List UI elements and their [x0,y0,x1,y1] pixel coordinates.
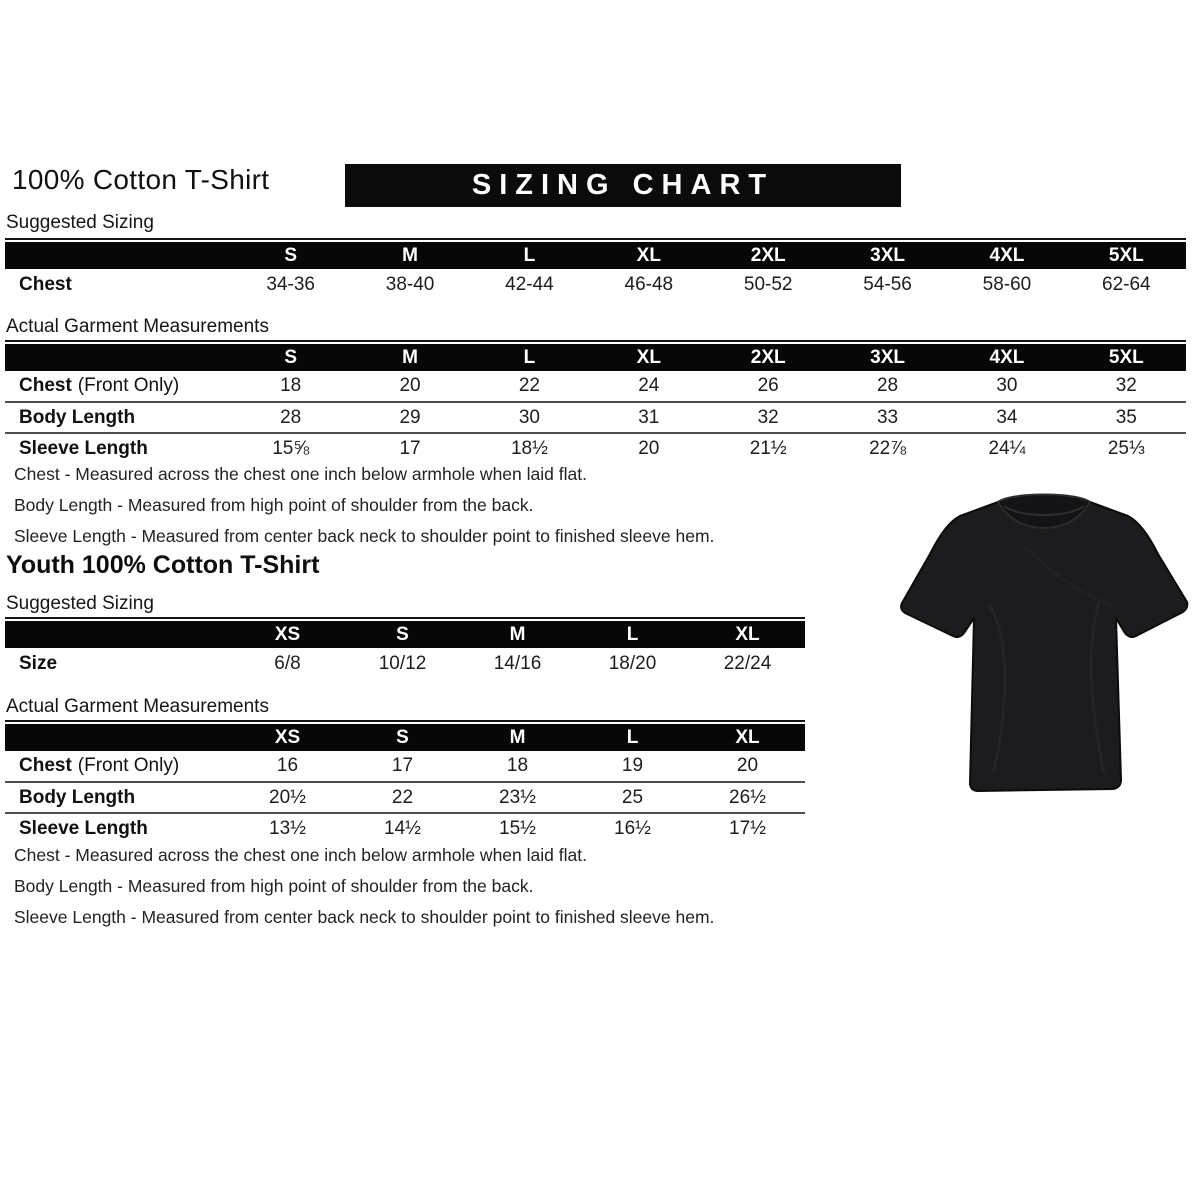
measurement-value: 24 [638,375,660,396]
size-table-corner-cell [5,242,231,269]
measurement-value: 17½ [690,813,805,844]
size-column-header: 5XL [1067,344,1186,371]
size-column-header: XL [589,242,708,269]
measurement-value: 20 [589,433,708,464]
measurement-value: 46-48 [624,273,674,295]
row-label [5,751,230,782]
measurement-value: 34 [947,402,1066,433]
size-column-header: S [345,621,460,648]
measurement-value: 17 [350,433,469,464]
measurement-value: 13½ [230,813,345,844]
measurement-value: 33 [828,402,947,433]
note-line: Chest - Measured across the chest one inch below armhole when laid flat. [14,464,587,484]
measurement-value: 42-44 [505,273,554,295]
adult-suggested-sizing-label: Suggested Sizing [6,212,154,233]
measurement-value: 14/16 [493,652,542,674]
size-column-header: L [470,242,589,269]
size-column-header: L [470,344,589,371]
note-line: Body Length - Measured from high point of shoulder from the back. [14,495,534,515]
table-row [5,648,805,679]
youth-suggested-sizing-label: Suggested Sizing [6,593,154,614]
black-tshirt-image [893,486,1195,806]
row-label: Sleeve Length [5,813,230,844]
size-column-header: XL [589,344,708,371]
table-row [5,402,1186,433]
measurement-value: 22 [345,782,460,813]
measurement-value: 34-36 [266,273,315,295]
size-column-header: S [231,344,350,371]
row-label: Size [19,652,58,674]
measurement-value: 22/24 [723,652,772,674]
note-line: Chest - Measured across the chest one inch below armhole when laid flat. [14,845,587,865]
table-header-row [5,344,1186,371]
youth-actual-measurements-label: Actual Garment Measurements [6,696,269,717]
measurement-value: 26½ [690,782,805,813]
size-column-header: L [575,621,690,648]
adult-measurement-notes [14,464,714,557]
measurement-value: 21½ [709,433,828,464]
adult-actual-measurements-label: Actual Garment Measurements [6,316,269,337]
measurement-value: 15½ [460,813,575,844]
measurement-value: 58-60 [982,273,1032,295]
measurement-value: 35 [1067,402,1186,433]
measurement-value: 19 [621,755,644,776]
measurement-value: 31 [589,402,708,433]
measurement-value: 16½ [575,813,690,844]
adult-actual-measurements-table [5,340,1186,464]
measurement-value: 62-64 [1102,273,1151,295]
youth-actual-measurements-table [5,720,805,844]
size-column-header: 2XL [709,344,828,371]
size-column-header: 3XL [828,242,947,269]
note-line: Sleeve Length - Measured from center back neck to shoulder point to finished sleeve hem. [14,526,715,546]
size-column-header: S [345,724,460,751]
measurement-value: 30 [996,375,1018,396]
size-column-header: M [350,344,469,371]
measurement-value: 14½ [345,813,460,844]
measurement-value: 20 [399,375,421,396]
row-label-main: Chest [19,375,72,396]
measurement-value: 16 [276,755,299,776]
table-row [5,433,1186,464]
size-column-header: M [460,724,575,751]
measurement-value: 54-56 [863,273,912,295]
size-column-header: XL [690,724,805,751]
youth-section-title: Youth 100% Cotton T-Shirt [6,551,320,579]
size-column-header: XS [230,724,345,751]
size-column-header: L [575,724,690,751]
measurement-value: 25 [575,782,690,813]
youth-suggested-sizing-table [5,617,805,679]
table-row [5,813,805,844]
size-column-header: XS [230,621,345,648]
tshirt-graphic [893,486,1195,806]
table-row [5,371,1186,402]
measurement-value: 20 [736,755,759,776]
sizing-chart-banner-label: SIZING CHART [471,169,775,201]
measurement-value: 24¼ [947,433,1066,464]
measurement-value: 29 [350,402,469,433]
measurement-value: 38-40 [385,273,435,295]
measurement-value: 18½ [470,433,589,464]
row-label: Body Length [5,782,230,813]
size-column-header: 3XL [828,344,947,371]
row-label [5,371,231,402]
measurement-value: 32 [709,402,828,433]
measurement-value: 20½ [230,782,345,813]
size-column-header: 5XL [1067,242,1186,269]
size-table-corner-cell [5,724,230,751]
size-table-corner-cell [5,344,231,371]
note-line: Body Length - Measured from high point of shoulder from the back. [14,876,534,896]
measurement-value: 22⅞ [828,433,947,464]
measurement-value: 10/12 [378,652,427,674]
youth-measurement-notes [14,845,714,938]
table-header-row [5,242,1186,269]
table-row [5,782,805,813]
row-label: Chest [19,273,72,295]
measurement-value: 50-52 [743,273,793,295]
table-header-row [5,724,805,751]
page-title: 100% Cotton T-Shirt [12,164,270,195]
measurement-value: 30 [470,402,589,433]
measurement-value: 17 [391,755,414,776]
measurement-value: 15⅝ [231,433,350,464]
measurement-value: 18 [280,375,302,396]
size-column-header: 4XL [947,344,1066,371]
measurement-value: 22 [518,375,540,396]
sizing-chart-banner [345,164,901,207]
size-column-header: S [231,242,350,269]
row-label: Sleeve Length [5,433,231,464]
table-row [5,269,1186,300]
size-column-header: 4XL [947,242,1066,269]
table-row [5,751,805,782]
size-table-corner-cell [5,621,230,648]
measurement-value: 23½ [460,782,575,813]
measurement-value: 25⅓ [1067,433,1186,464]
size-column-header: M [460,621,575,648]
measurement-value: 32 [1115,375,1137,396]
measurement-value: 26 [757,375,779,396]
table-header-row [5,621,805,648]
row-label: Body Length [5,402,231,433]
measurement-value: 28 [876,375,899,396]
row-label-suffix: (Front Only) [77,375,180,396]
adult-suggested-sizing-table [5,238,1186,300]
note-line: Sleeve Length - Measured from center back neck to shoulder point to finished sleeve hem. [14,907,715,927]
measurement-value: 18 [506,755,529,776]
row-label-main: Chest [19,755,72,776]
measurement-value: 18/20 [608,652,657,674]
measurement-value: 6/8 [274,652,301,674]
size-column-header: 2XL [709,242,828,269]
size-column-header: XL [690,621,805,648]
measurement-value: 28 [231,402,350,433]
row-label-suffix: (Front Only) [77,755,180,776]
size-column-header: M [350,242,469,269]
